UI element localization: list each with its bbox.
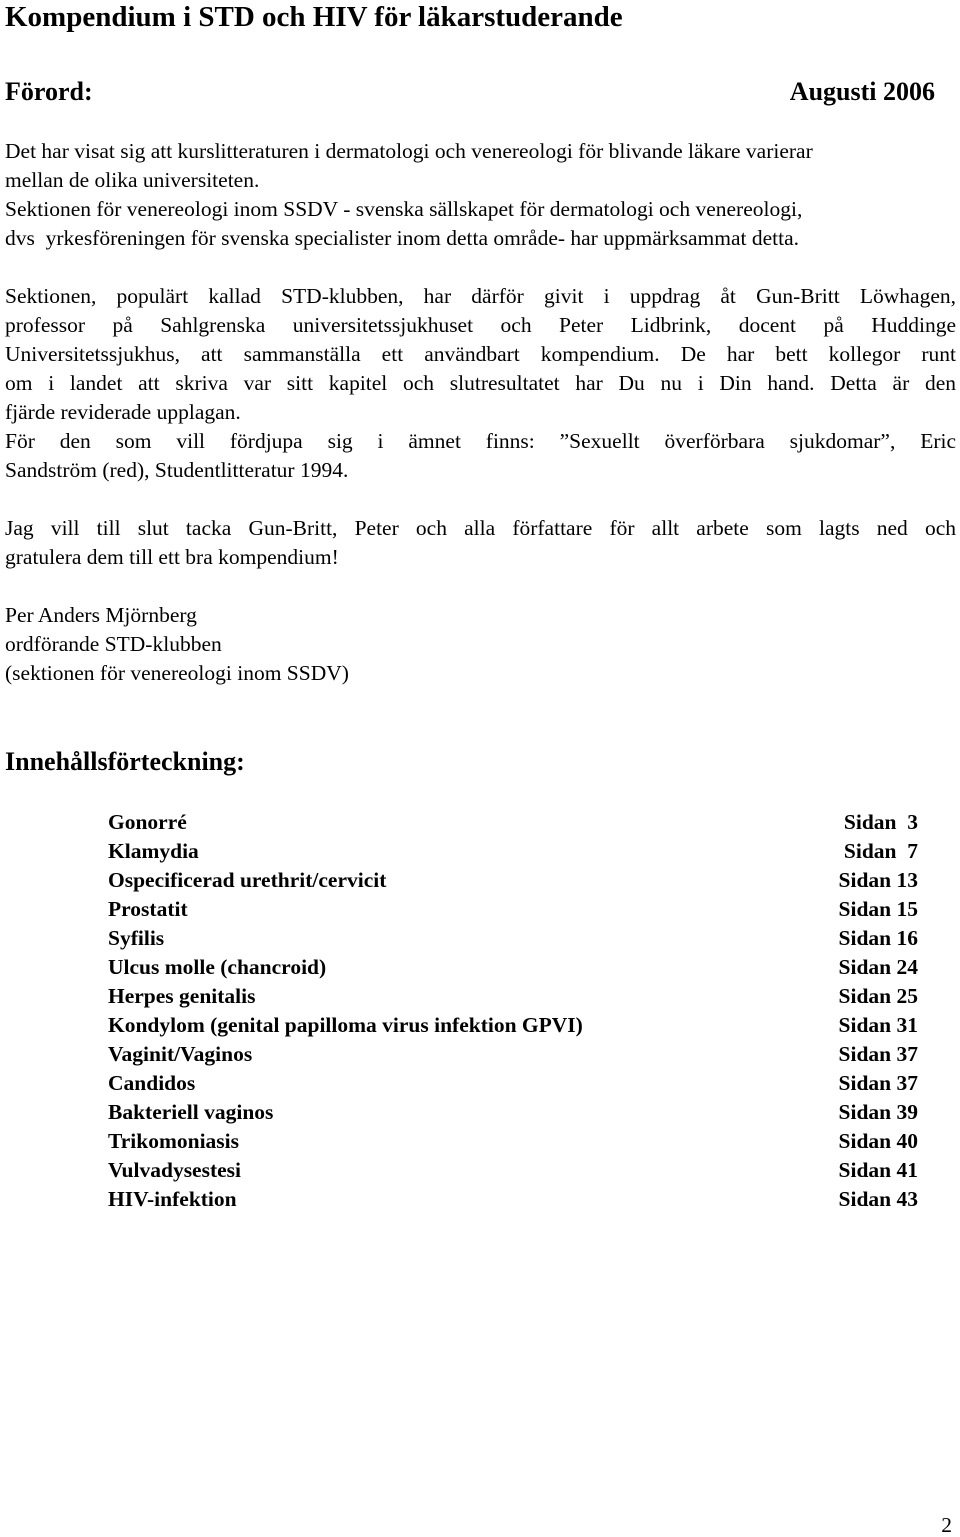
document-page [5, 0, 957, 1537]
toc-entry-title: Vulvadysestesi [108, 1158, 242, 1182]
toc-entry-page: Sidan 3 [843, 810, 918, 834]
toc-list [108, 808, 918, 1214]
toc-entry-page: Sidan 37 [838, 1071, 918, 1095]
toc-entry-title: Vaginit/Vaginos [108, 1042, 253, 1066]
toc-entry-page: Sidan 25 [838, 984, 918, 1008]
text-line: Universitetssjukhus, att sammanställa ett användbart kompendium. De har bett kollegor runt [5, 342, 956, 366]
toc-entry-page: Sidan 7 [843, 839, 918, 863]
text-line: mellan de olika universiteten. [5, 168, 260, 192]
toc-entry [108, 1127, 918, 1156]
toc-entry [108, 837, 918, 866]
toc-entry-title: Gonorré [108, 810, 187, 834]
text-line: För den som vill fördjupa sig i ämnet finns: ”Sexuellt överförbara sjukdomar”, Eric [5, 429, 956, 453]
toc-entry [108, 1069, 918, 1098]
toc-entry-page: Sidan 31 [838, 1013, 918, 1037]
signature-organization: (sektionen för venereologi inom SSDV) [5, 661, 349, 685]
text-line: om i landet att skriva var sitt kapitel och slutresultatet har Du nu i Din hand. Detta är den [5, 371, 956, 395]
toc-entry-page: Sidan 37 [838, 1042, 918, 1066]
text-line: fjärde reviderade upplagan. [5, 400, 241, 424]
signature-block [5, 601, 956, 688]
toc-entry [108, 866, 918, 895]
toc-entry [108, 1011, 918, 1040]
document-title: Kompendium i STD och HIV för läkarstuderande [5, 1, 623, 33]
toc-entry [108, 1098, 918, 1127]
toc-entry-title: Ospecificerad urethrit/cervicit [108, 868, 387, 892]
toc-entry-title: Bakteriell vaginos [108, 1100, 274, 1124]
toc-entry-page: Sidan 24 [838, 955, 918, 979]
toc-entry-page: Sidan 16 [838, 926, 918, 950]
text-line: professor på Sahlgrenska universitetssjukhuset och Peter Lidbrink, docent på Huddinge [5, 313, 956, 337]
text-line: dvs yrkesföreningen för svenska specialister inom detta område- har uppmärksammat detta. [5, 226, 800, 250]
toc-entry [108, 895, 918, 924]
toc-entry [108, 982, 918, 1011]
foreword-heading: Förord: [5, 77, 93, 106]
text-line: Det har visat sig att kurslitteraturen i dermatologi och venereologi för blivande läkare varierar [5, 139, 813, 163]
toc-entry-page: Sidan 41 [838, 1158, 918, 1182]
toc-entry [108, 953, 918, 982]
toc-entry-title: Kondylom (genital papilloma virus infektion GPVI) [108, 1013, 583, 1037]
toc-entry-page: Sidan 39 [838, 1100, 918, 1124]
toc-entry-title: Herpes genitalis [108, 984, 256, 1008]
text-line: gratulera dem till ett bra kompendium! [5, 545, 339, 569]
toc-entry-title: Trikomoniasis [108, 1129, 240, 1153]
toc-entry-title: Candidos [108, 1071, 196, 1095]
toc-entry [108, 924, 918, 953]
toc-entry-page: Sidan 15 [838, 897, 918, 921]
foreword-paragraph-3 [5, 514, 956, 572]
toc-heading: Innehållsförteckning: [5, 747, 245, 776]
toc-entry [108, 1185, 918, 1214]
toc-entry [108, 1156, 918, 1185]
text-line: Jag vill till slut tacka Gun-Britt, Peter och alla författare för allt arbete som lagts ned och [5, 516, 956, 540]
text-line: Sektionen för venereologi inom SSDV - svenska sällskapet för dermatologi och venereologi, [5, 197, 803, 221]
page-number: 2 [941, 1513, 952, 1537]
toc-entry-page: Sidan 13 [838, 868, 918, 892]
toc-entry [108, 808, 918, 837]
signature-name: Per Anders Mjörnberg [5, 603, 197, 627]
toc-entry-title: Ulcus molle (chancroid) [108, 955, 327, 979]
foreword-date: Augusti 2006 [789, 77, 935, 106]
toc-entry-title: Syfilis [108, 926, 165, 950]
foreword-paragraph-1 [5, 137, 956, 253]
text-line: Sektionen, populärt kallad STD-klubben, har därför givit i uppdrag åt Gun-Britt Löwhagen, [5, 284, 956, 308]
text-line: Sandström (red), Studentlitteratur 1994. [5, 458, 349, 482]
foreword-paragraph-2 [5, 282, 956, 485]
toc-entry-page: Sidan 40 [838, 1129, 918, 1153]
toc-entry [108, 1040, 918, 1069]
toc-entry-title: Prostatit [108, 897, 188, 921]
toc-entry-title: Klamydia [108, 839, 199, 863]
signature-role: ordförande STD-klubben [5, 632, 222, 656]
toc-entry-page: Sidan 43 [838, 1187, 918, 1211]
foreword-header [5, 76, 935, 108]
toc-entry-title: HIV-infektion [108, 1187, 237, 1211]
